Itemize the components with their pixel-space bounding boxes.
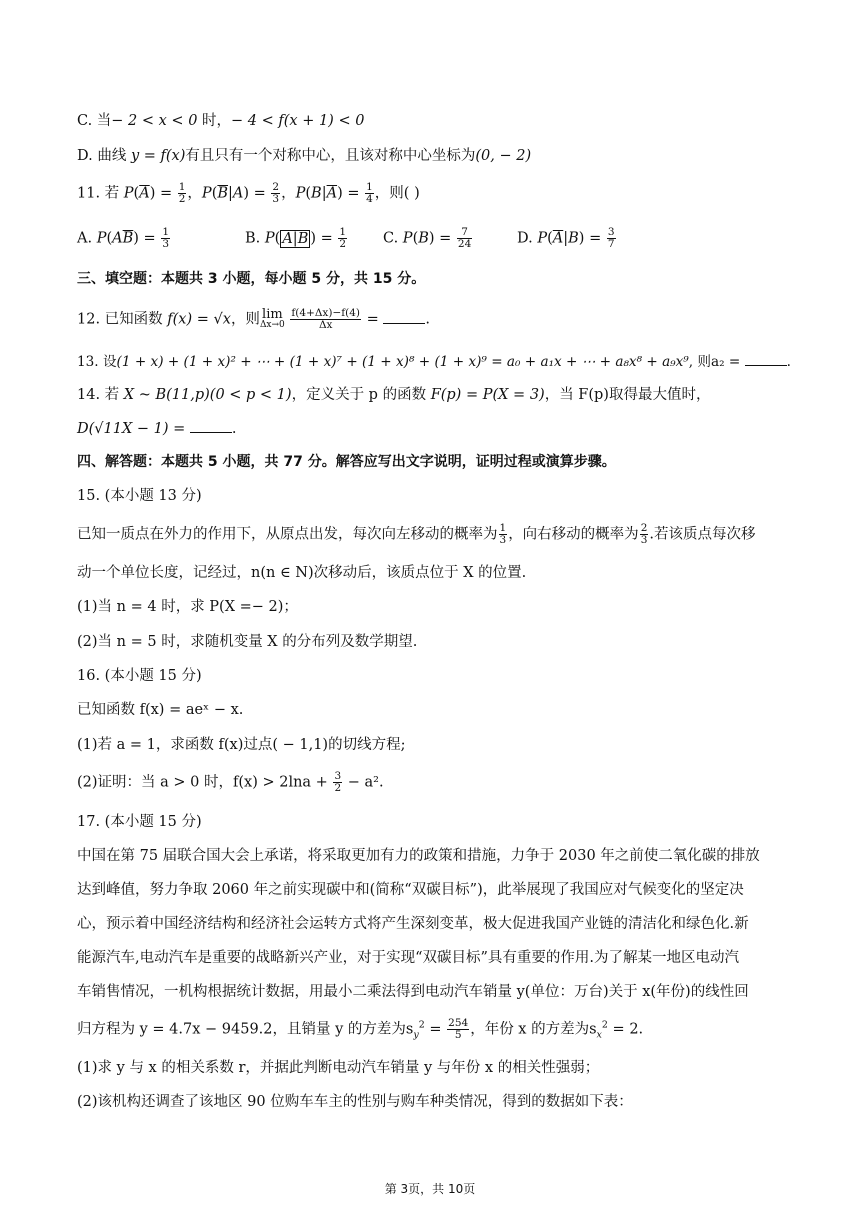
q11-tail: ，则( ) (374, 185, 420, 202)
q14-answer-blank[interactable] (190, 418, 232, 433)
question-17-heading: 17. (本小题 15 分) (77, 814, 202, 830)
question-15-line1: 已知一质点在外力的作用下，从原点出发，每次向左移动的概率为 $\frac{1}{3}$ ，向右移动的概率为 $\frac{2}{3}$ .若该质点每次移 (77, 522, 756, 546)
q11-frac-2: $\frac{2}{3}$ (272, 181, 280, 205)
question-16-line1: 已知函数 f(x) = aeˣ − x. (77, 702, 244, 718)
option-d-math2: (0, − 2) (475, 148, 532, 164)
option-c-line (77, 111, 364, 131)
page-footer: 第 3页，共 10页 (384, 1182, 476, 1196)
question-11-stem: 11. 若 $P(\overline{A})$ = $\frac{1}{2}$ ，$P(\overline{B}|A)$ = $\frac{2}{3}$ ，$P(B|\overline{A})$ = $\frac{1}{4}$ ，则( ) (77, 181, 420, 205)
question-15-heading: 15. (本小题 13 分) (77, 488, 202, 504)
q12-eq: = (362, 311, 384, 328)
q12-func: f(x) = √x (167, 311, 231, 328)
q12-label: 12. 已知函数 (77, 311, 168, 328)
option-c-math2: − 4 < f(x + 1) < 0 (231, 113, 365, 129)
question-17-line5: 车销售情况，一机构根据统计数据，用最小二乘法得到电动汽车销量 y(单位：万台)关于 x(年份)的线性回 (77, 984, 749, 1000)
q13-math: (1 + x) + (1 + x)² + ⋯ + (1 + x)⁷ + (1 + x)⁸ + (1 + x)⁹ = a₀ + a₁x + ⋯ + a₈x⁸ + a₉x⁹ (116, 354, 689, 370)
option-c-mid: 时， (197, 113, 232, 129)
option-c-math1: − 2 < x < 0 (111, 113, 198, 129)
question-15-part1: (1)当 n = 4 时，求 P(X =− 2)； (77, 599, 298, 615)
q14-math1: X ~ B(11,p)(0 < p < 1) (123, 387, 292, 403)
q11-option-b: B. P( $A|\overline{B}$ ) = $\frac{1}{2}$ (245, 226, 347, 250)
option-d-line (77, 146, 531, 166)
option-c-label: C. 当 (77, 113, 112, 129)
q13-answer-blank[interactable] (745, 351, 787, 366)
question-16-part1: (1)若 a = 1，求函数 f(x)过点( − 1,1)的切线方程; (77, 737, 406, 753)
question-17-line3: 心，预示着中国经济结构和经济社会运转方式将产生深刻变革，极大促进我国产业链的清洁化和绿色化.新 (77, 916, 749, 932)
question-17-line1: 中国在第 75 届联合国大会上承诺，将采取更加有力的政策和措施，力争于 2030 年之前使二氧化碳的排放 (77, 848, 760, 864)
question-15-line2: 动一个单位长度，记经过，n(n ∈ N)次移动后，该质点位于 X 的位置. (77, 565, 527, 581)
q11-option-a: A. $P(A\overline{B})$ = $\frac{1}{3}$ (77, 226, 169, 250)
question-17-part2: (2)该机构还调查了该地区 90 位购车车主的性别与购车种类情况，得到的数据如下表： (77, 1094, 633, 1110)
question-14-line2: D(√11X − 1) = . (77, 418, 237, 439)
question-17-part1: (1)求 y 与 x 的相关系数 r，并据此判断电动汽车销量 y 与年份 x 的相关性强弱； (77, 1060, 600, 1076)
q14-tail: ，当 F(p)取得最大值时， (544, 387, 711, 403)
option-d-mid: 有且只有一个对称中心，且该对称中心坐标为 (185, 148, 476, 164)
q12-frac: $\frac{f(4+\Delta x)-f(4)}{\Delta x}$ (291, 307, 361, 331)
section-3-heading: 三、填空题：本题共 3 小题，每小题 5 分，共 15 分。 (77, 271, 426, 287)
option-d-math1: y = f(x) (130, 148, 186, 164)
question-12: 12. 已知函数 f(x) = √x，则 lim Δx→0 $\frac{f(4+\Delta x)-f(4)}{\Delta x}$ = . (77, 306, 430, 331)
q14-label: 14. 若 (77, 387, 124, 403)
question-11-options (77, 227, 617, 250)
question-17-line4: 能源汽车,电动汽车是重要的战略新兴产业，对于实现“双碳目标”具有重要的作用.为了解某一地区电动汽 (77, 950, 740, 966)
q11-frac-3: $\frac{1}{4}$ (366, 181, 373, 205)
q11-label: 11. 若 (77, 185, 124, 202)
q11-option-d: D. $P(\overline{A}|B)$ = $\frac{3}{7}$ (517, 226, 615, 250)
option-d-label: D. 曲线 (77, 148, 131, 164)
q14-math3: D(√11X − 1) = (77, 421, 190, 437)
question-15-part2: (2)当 n = 5 时，求随机变量 X 的分布列及数学期望. (77, 634, 418, 650)
q12-limit: lim Δx→0 (259, 306, 285, 330)
question-14-line1 (77, 385, 710, 405)
q11-frac-1: $\frac{1}{2}$ (178, 181, 186, 205)
question-17-line2: 达到峰值，努力争取 2060 年之前实现碳中和(简称“双碳目标”)，此举展现了我国应对气候变化的坚定决 (77, 882, 744, 898)
question-17-line6: 归方程为 y = 4.7x − 9459.2，且销量 y 的方差为$s_y^2$ = $\frac{254}{5}$ ，年份 x 的方差为$s_x^2 = 2$. (77, 1017, 644, 1041)
question-16-part2: (2)证明：当 a > 0 时，f(x) > 2lna + $\frac{3}{2}$ − a². (77, 770, 384, 794)
section-4-heading: 四、解答题：本题共 5 小题，共 77 分。解答应写出文字说明，证明过程或演算步骤。 (77, 454, 616, 470)
q11-option-c: C. P(B) = $\frac{7}{24}$ (383, 226, 472, 250)
q12-answer-blank[interactable] (383, 309, 425, 324)
q12-mid: ，则 (230, 311, 260, 328)
q14-mid: ，定义关于 p 的函数 (291, 387, 431, 403)
q14-math2: F(p) = P(X = 3) (430, 387, 545, 403)
q13-tail: , 则a₂ = (688, 354, 745, 370)
q13-label: 13. 设 (77, 354, 117, 370)
question-16-heading: 16. (本小题 15 分) (77, 668, 202, 684)
question-13: 13. 设(1 + x) + (1 + x)² + ⋯ + (1 + x)⁷ + (1 + x)⁸ + (1 + x)⁹ = a₀ + a₁x + ⋯ + a₈x⁸ + a₉x⁹, 则a₂ = . (77, 351, 791, 372)
